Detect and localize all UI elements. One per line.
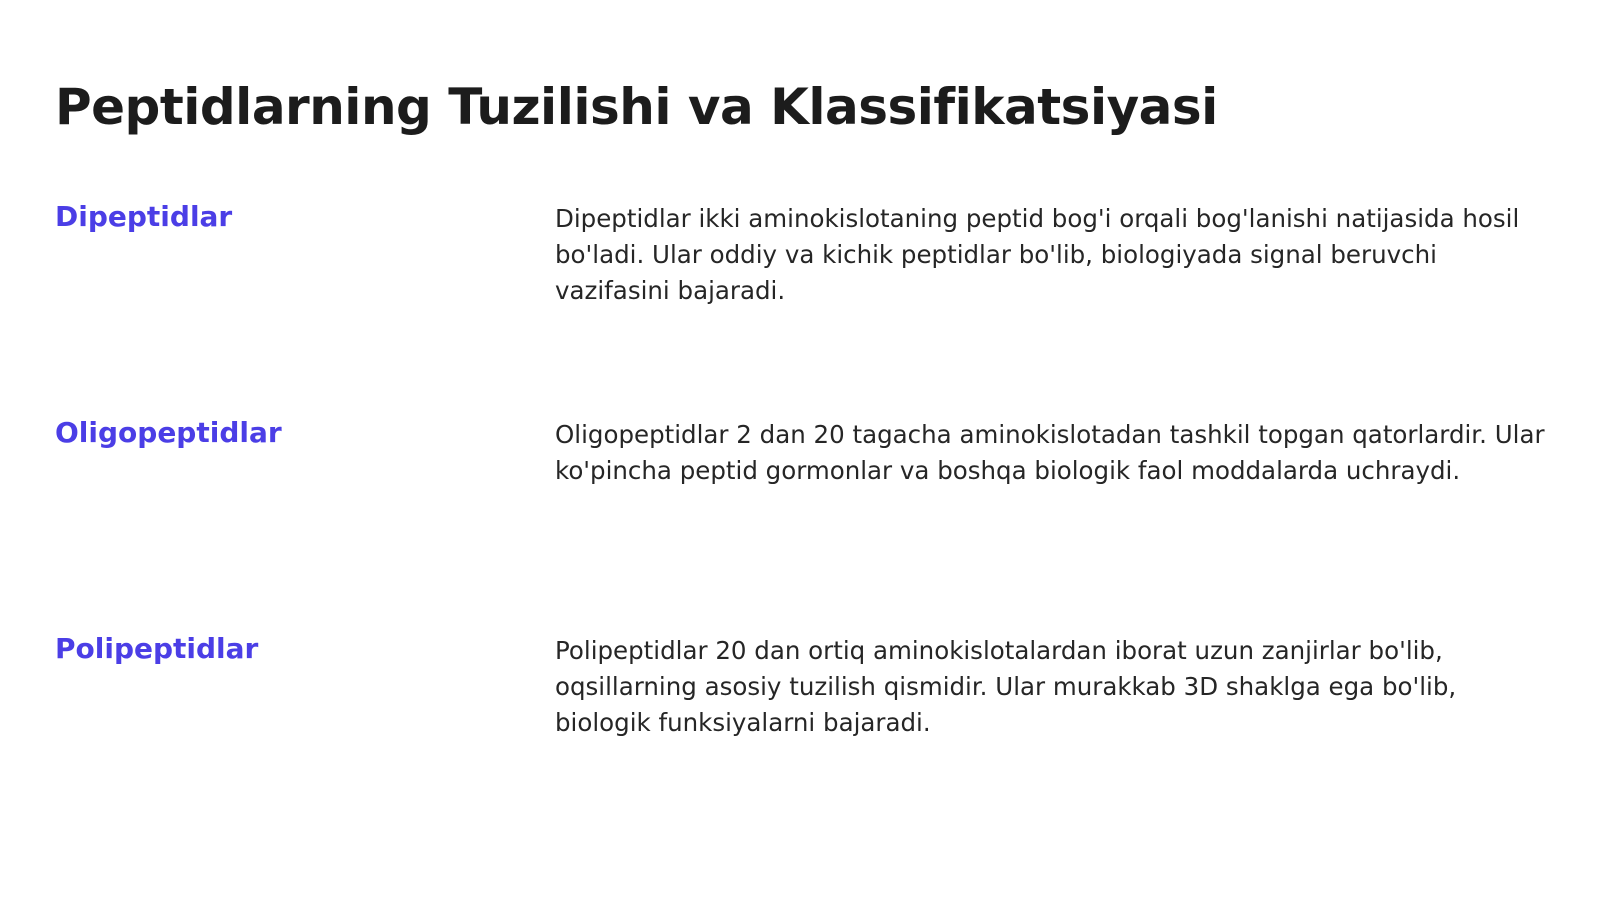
section-oligopeptidlar <box>55 416 1545 576</box>
section-polipeptidlar <box>55 632 1545 792</box>
section-description: Oligopeptidlar 2 dan 20 tagacha aminokislotadan tashkil topgan qatorlardir. Ular ko'pincha peptid gormonlar va boshqa biologik faol moddalarda uchraydi. <box>555 420 1545 485</box>
page-title: Peptidlarning Tuzilishi va Klassifikatsiyasi <box>55 78 1218 136</box>
section-dipeptidlar <box>55 200 1545 360</box>
section-term: Polipeptidlar <box>55 632 259 665</box>
section-term: Dipeptidlar <box>55 200 233 233</box>
section-description: Dipeptidlar ikki aminokislotaning peptid bog'i orqali bog'lanishi natijasida hosil bo'ladi. Ular oddiy va kichik peptidlar bo'lib, biologiyada signal beruvchi vazifasini bajaradi. <box>555 204 1520 305</box>
section-term: Oligopeptidlar <box>55 416 282 449</box>
section-description: Polipeptidlar 20 dan ortiq aminokislotalardan iborat uzun zanjirlar bo'lib, oqsillarning asosiy tuzilish qismidir. Ular murakkab 3D shaklga ega bo'lib, biologik funksiyalarni bajaradi. <box>555 636 1457 737</box>
